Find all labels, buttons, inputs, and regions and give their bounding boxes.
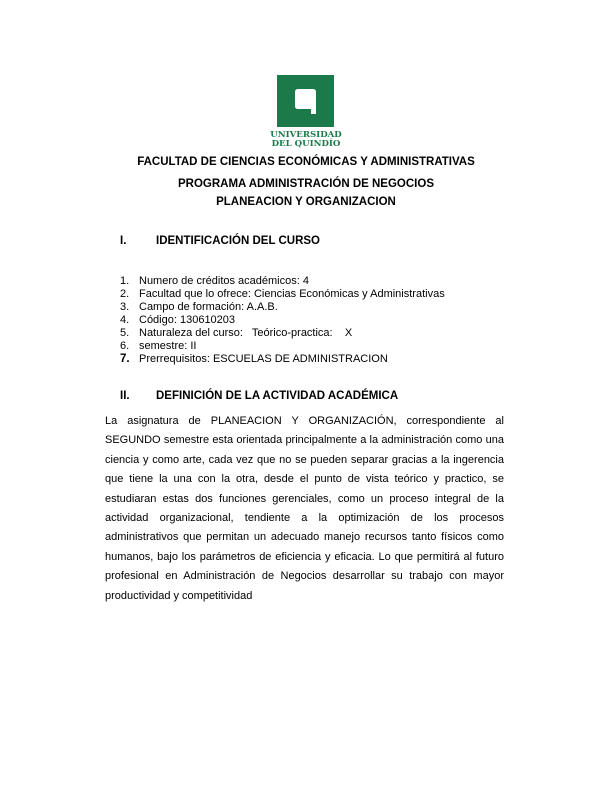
list-item-text: Numero de créditos académicos: 4 xyxy=(139,275,309,287)
course-title: PLANEACION Y ORGANIZACION xyxy=(216,196,396,208)
logo-text-line1: UNIVERSIDAD xyxy=(270,130,342,140)
list-item xyxy=(120,301,445,314)
list-item xyxy=(120,353,445,366)
program-title: PROGRAMA ADMINISTRACIÓN DE NEGOCIOS xyxy=(178,178,434,190)
section-number: II. xyxy=(120,390,130,402)
list-item xyxy=(120,314,445,327)
list-item-number: 2. xyxy=(120,288,130,300)
list-item xyxy=(120,288,445,301)
section-identificacion-heading xyxy=(120,234,320,248)
section-number: I. xyxy=(120,235,127,247)
faculty-title: FACULTAD DE CIENCIAS ECONÓMICAS Y ADMINISTRATIVAS xyxy=(137,156,475,168)
list-item-number: 1. xyxy=(120,275,130,287)
list-item-text: Prerrequisitos: ESCUELAS DE ADMINISTRACION xyxy=(139,353,388,365)
university-emblem-icon xyxy=(277,75,334,127)
list-item-number: 3. xyxy=(120,301,130,313)
section-title-text: DEFINICIÓN DE LA ACTIVIDAD ACADÉMICA xyxy=(156,390,399,402)
list-item xyxy=(120,340,445,353)
list-item-text: Naturaleza del curso: Teórico-practica: X xyxy=(139,327,353,339)
activity-definition-paragraph: La asignatura de PLANEACION Y ORGANIZACIÓN, correspondiente al SEGUNDO semestre esta orientada principalmente a la administración como una ciencia y como arte, cada vez que no se pueden separar gracias a la ingerencia que tiene la una con la otra, desde el punto de vista teórico y practico, se estudiaran estas dos funciones gerenciales, como un proceso integral de la actividad organizacional, tendiente a la optimización de los procesos administrativos que permitan un adecuado manejo recursos tanto físicos como humanos, bajo los parámetros de eficiencia y eficacia. Lo que permitirá al futuro profesional en Administración de Negocios desarrollar su trabajo con mayor productividad y competitividad xyxy=(105,415,504,602)
logo-text-line2: DEL QUINDÍO xyxy=(271,139,341,149)
list-item-number: 6. xyxy=(120,340,130,352)
list-item-text: Código: 130610203 xyxy=(139,314,236,326)
section-title-text: IDENTIFICACIÓN DEL CURSO xyxy=(156,235,320,247)
list-item-number: 5. xyxy=(120,327,130,339)
list-item-text: Campo de formación: A.A.B. xyxy=(139,301,278,313)
list-item xyxy=(120,275,445,288)
university-logo xyxy=(268,75,344,155)
list-item-number: 7. xyxy=(120,353,130,365)
list-item-text: Facultad que lo ofrece: Ciencias Económicas y Administrativas xyxy=(139,288,445,300)
list-item-number: 4. xyxy=(120,314,130,326)
section-definicion-heading xyxy=(120,389,398,403)
course-identification-list xyxy=(120,275,445,366)
list-item xyxy=(120,327,445,340)
list-item-text: semestre: II xyxy=(139,340,197,352)
